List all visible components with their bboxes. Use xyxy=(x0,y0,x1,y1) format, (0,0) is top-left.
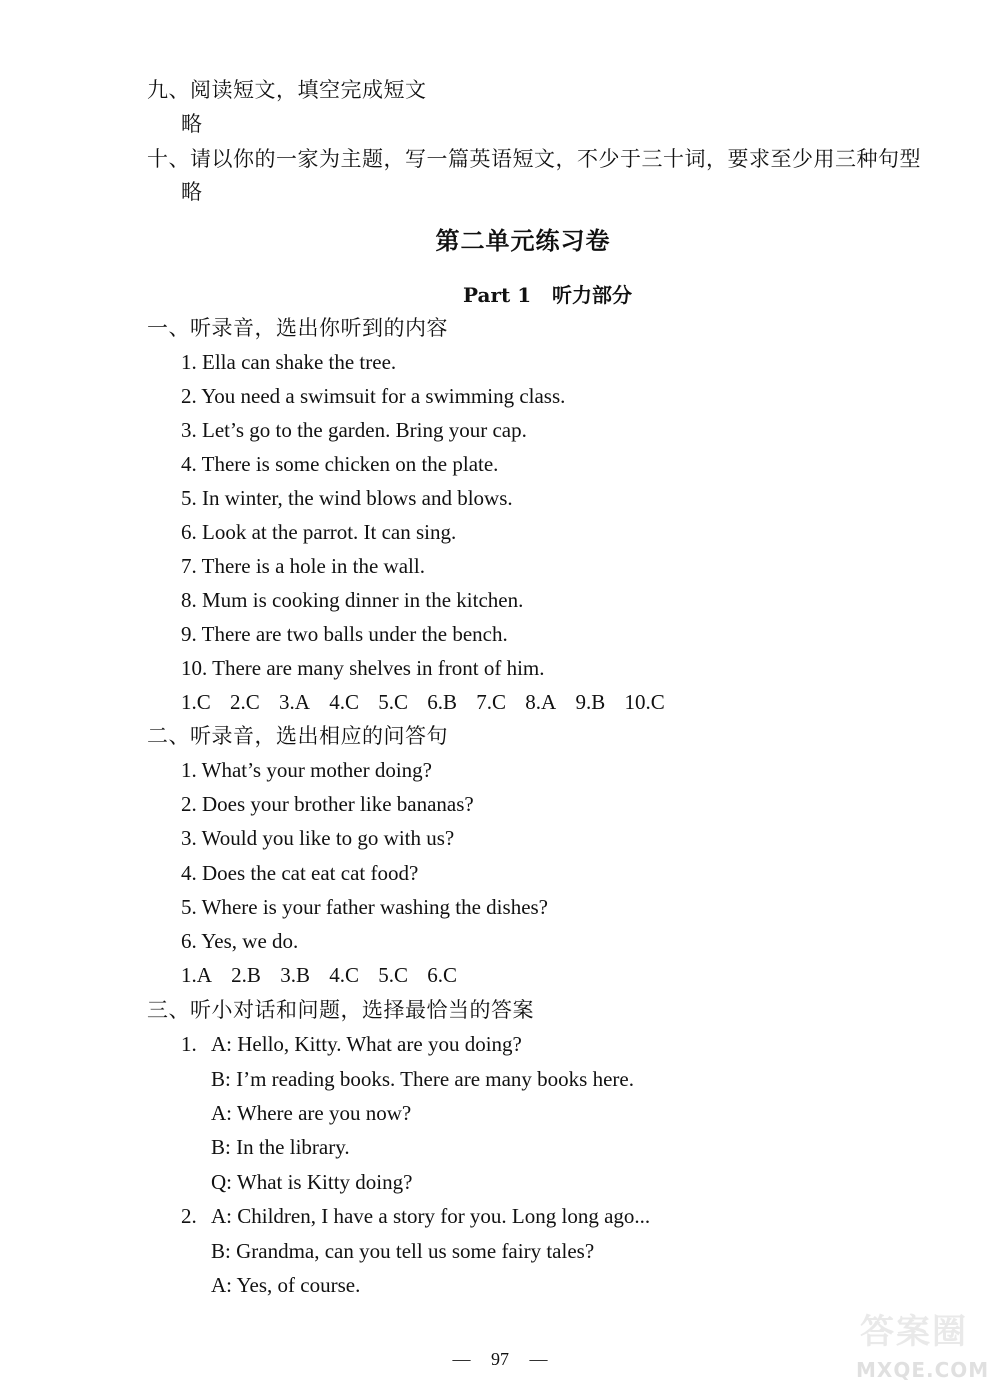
list-item: 3. Would you like to go with us? xyxy=(181,826,455,850)
answer: 2.C xyxy=(230,690,260,714)
watermark-logo xyxy=(854,1304,990,1382)
section-1-answers xyxy=(181,689,679,715)
page-footer xyxy=(0,1346,1000,1372)
section-2-answers xyxy=(181,962,471,988)
section-2-heading: 二、听录音，选出相应的问答句 xyxy=(147,724,448,748)
dialogue-number: 1. xyxy=(181,1032,197,1056)
list-item: 4. There is some chicken on the plate. xyxy=(181,452,499,476)
list-item: 7. There is a hole in the wall. xyxy=(181,554,425,578)
answer: 5.C xyxy=(378,690,408,714)
dialogue-line: A: Hello, Kitty. What are you doing? xyxy=(211,1032,522,1056)
dialogue-line: A: Yes, of course. xyxy=(211,1273,361,1297)
answer: 3.B xyxy=(280,963,310,987)
list-item: 10. There are many shelves in front of him. xyxy=(181,656,545,680)
list-item: 2. You need a swimsuit for a swimming class. xyxy=(181,384,566,408)
answer: 9.B xyxy=(575,690,606,714)
dialogue-line: Q: What is Kitty doing? xyxy=(211,1170,413,1194)
list-item: 1. What’s your mother doing? xyxy=(181,758,432,782)
answer: 4.C xyxy=(329,963,359,987)
page-number: 97 xyxy=(491,1349,509,1369)
dialogue-line: B: Grandma, can you tell us some fairy tales? xyxy=(211,1239,595,1263)
list-item: 4. Does the cat eat cat food? xyxy=(181,861,419,885)
list-item: 5. In winter, the wind blows and blows. xyxy=(181,486,513,510)
section-1-heading: 一、听录音，选出你听到的内容 xyxy=(147,316,448,340)
answer: 8.A xyxy=(525,690,557,714)
answer: 5.C xyxy=(378,963,408,987)
answer: 1.C xyxy=(181,690,211,714)
section-10-heading: 十、请以你的一家为主题，写一篇英语短文，不少于三十词，要求至少用三种句型 xyxy=(147,147,921,171)
answer: 4.C xyxy=(329,690,359,714)
answer: 6.B xyxy=(427,690,457,714)
dialogue-line: B: In the library. xyxy=(211,1135,350,1159)
list-item: 2. Does your brother like bananas? xyxy=(181,792,474,816)
answer: 3.A xyxy=(279,690,310,714)
list-item: 5. Where is your father washing the dishes? xyxy=(181,895,549,919)
answer: 6.C xyxy=(427,963,457,987)
dialogue-number: 2. xyxy=(181,1204,197,1228)
list-item: 6. Yes, we do. xyxy=(181,929,299,953)
list-item: 6. Look at the parrot. It can sing. xyxy=(181,520,457,544)
list-item: 9. There are two balls under the bench. xyxy=(181,622,508,646)
list-item: 8. Mum is cooking dinner in the kitchen. xyxy=(181,588,524,612)
section-10-answer: 略 xyxy=(181,180,203,204)
unit-title: 第二单元练习卷 xyxy=(435,226,611,255)
answer: 2.B xyxy=(231,963,261,987)
answer: 1.A xyxy=(181,963,212,987)
list-item: 3. Let’s go to the garden. Bring your cap. xyxy=(181,418,527,442)
section-3-heading: 三、听小对话和问题，选择最恰当的答案 xyxy=(147,998,534,1022)
answer: 7.C xyxy=(476,690,507,714)
dialogue-line: B: I’m reading books. There are many books here. xyxy=(211,1067,634,1091)
section-9-heading: 九、阅读短文，填空完成短文 xyxy=(147,78,427,102)
watermark-text-bottom: MXQE.COM xyxy=(856,1358,990,1382)
footer-dash-left: — xyxy=(452,1349,471,1369)
dialogue-line: A: Children, I have a story for you. Long long ago... xyxy=(211,1204,651,1228)
watermark-text-top: 答案圈 xyxy=(860,1312,968,1352)
answer: 10.C xyxy=(624,690,665,714)
list-item: 1. Ella can shake the tree. xyxy=(181,350,397,374)
dialogue-line: A: Where are you now? xyxy=(211,1101,412,1125)
section-9-answer: 略 xyxy=(181,112,203,136)
part-title: Part 1 听力部分 xyxy=(463,283,633,307)
footer-dash-right: — xyxy=(529,1349,548,1369)
